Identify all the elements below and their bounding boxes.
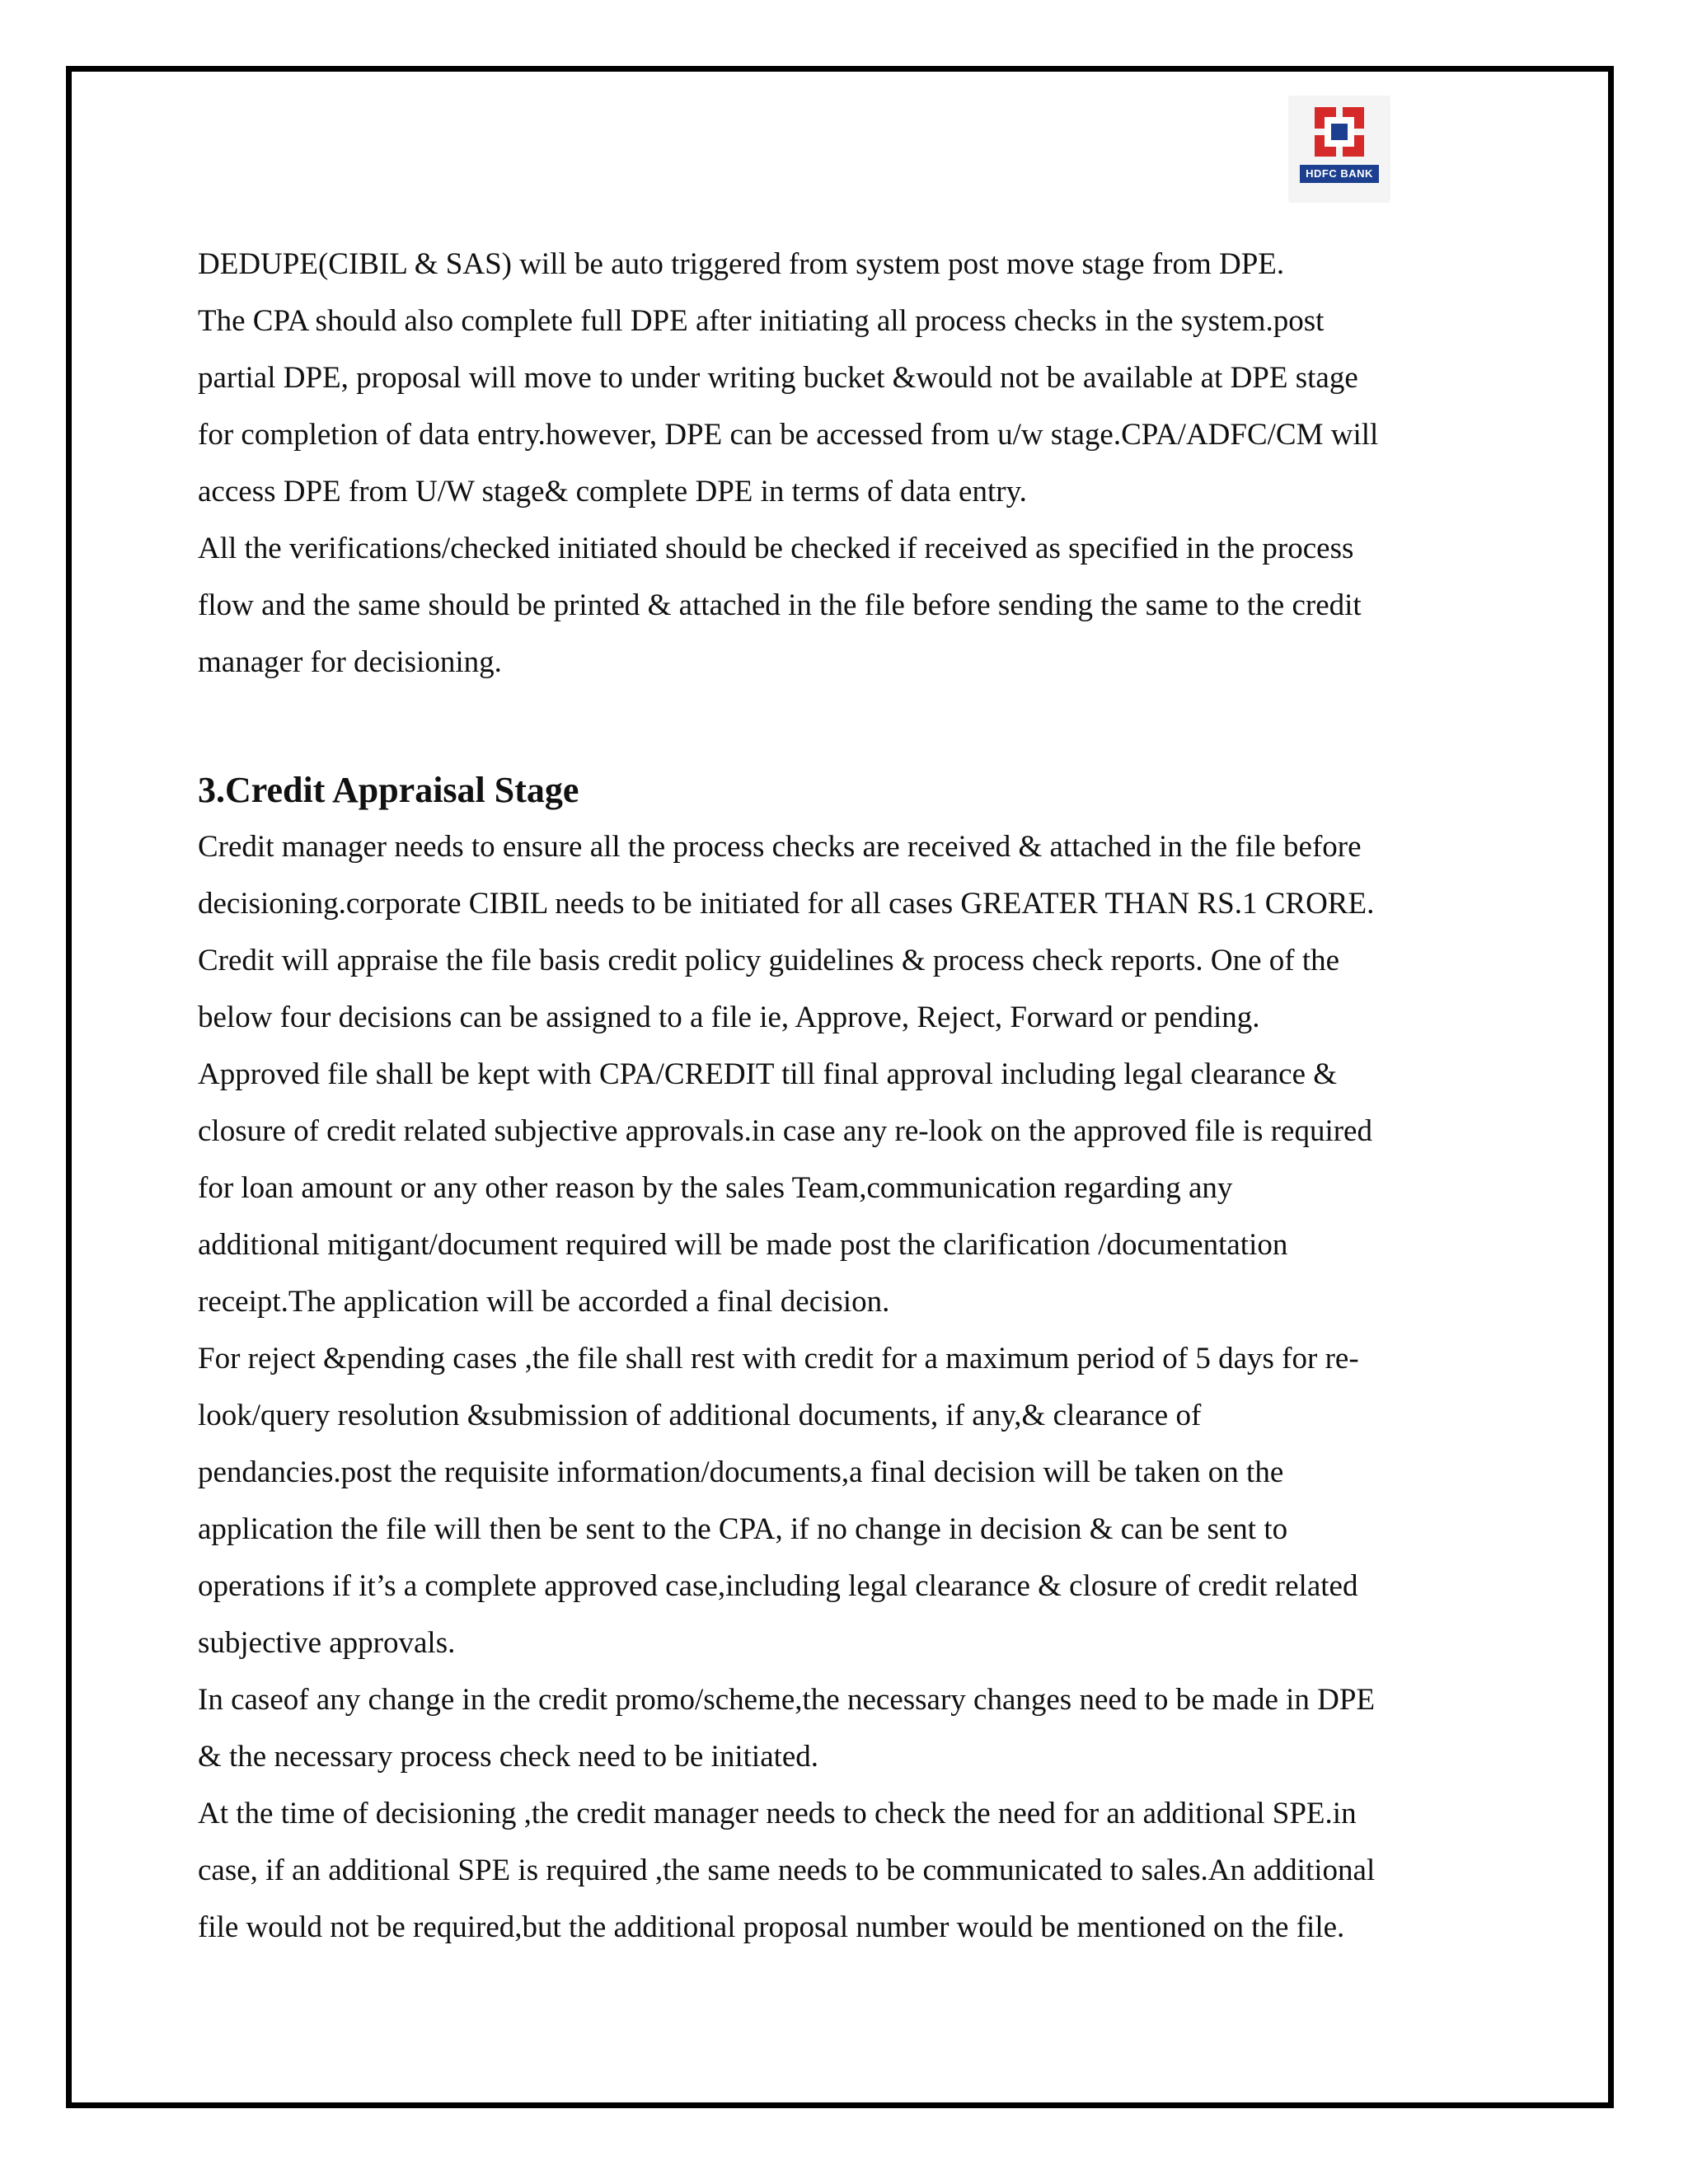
text-line: application the file will then be sent to the CPA, if no change in decision & can be sent to: [198, 1512, 1288, 1546]
text-line: for completion of data entry.however, DPE can be accessed from u/w stage.CPA/ADFC/CM will: [198, 418, 1379, 452]
text-line: The CPA should also complete full DPE after initiating all process checks in the system.post: [198, 304, 1325, 338]
text-line: subjective approvals.: [198, 1626, 456, 1660]
text-line: case, if an additional SPE is required ,the same needs to be communicated to sales.An additional: [198, 1854, 1376, 1887]
text-line: for loan amount or any other reason by the sales Team,communication regarding any: [198, 1171, 1233, 1205]
text-line: For reject &pending cases ,the file shall rest with credit for a maximum period of 5 days for re-: [198, 1342, 1359, 1376]
text-line: At the time of decisioning ,the credit manager needs to check the need for an additional SPE.in: [198, 1797, 1357, 1830]
text-line: pendancies.post the requisite information/documents,a final decision will be taken on the: [198, 1455, 1284, 1489]
section-heading: 3.Credit Appraisal Stage: [198, 770, 579, 810]
text-line: All the verifications/checked initiated should be checked if received as specified in the process: [198, 532, 1354, 565]
text-line: & the necessary process check need to be initiated.: [198, 1740, 819, 1774]
text-line: closure of credit related subjective approvals.in case any re-look on the approved file is required: [198, 1114, 1372, 1148]
hdfc-bank-logo: [1288, 96, 1390, 203]
logo-text: HDFC BANK: [1300, 165, 1379, 183]
paragraph-verifications: [198, 520, 1508, 691]
text-line: Credit manager needs to ensure all the process checks are received & attached in the file before: [198, 830, 1362, 864]
document-body: [198, 236, 1508, 1956]
text-line: flow and the same should be printed & attached in the file before sending the same to the credit: [198, 588, 1362, 622]
text-line: access DPE from U/W stage& complete DPE in terms of data entry.: [198, 475, 1027, 509]
paragraph-credit-manager: [198, 818, 1508, 1330]
text-line: In caseof any change in the credit promo/scheme,the necessary changes need to be made in DPE: [198, 1683, 1376, 1717]
hdfc-logo-mark-icon: [1315, 107, 1364, 157]
paragraph-dedupe: [198, 236, 1508, 293]
paragraph-scheme-change: [198, 1671, 1508, 1785]
text-line: manager for decisioning.: [198, 645, 502, 679]
text-line: DEDUPE(CIBIL & SAS) will be auto triggered from system post move stage from DPE.: [198, 247, 1285, 281]
paragraph-reject-pending: [198, 1330, 1508, 1671]
text-line: partial DPE, proposal will move to under writing bucket &would not be available at DPE stage: [198, 361, 1358, 395]
paragraph-cpa-dpe: [198, 293, 1508, 520]
text-line: receipt.The application will be accorded a final decision.: [198, 1285, 890, 1319]
text-line: below four decisions can be assigned to a file ie, Approve, Reject, Forward or pending.: [198, 1001, 1260, 1034]
paragraph-additional-spe: [198, 1785, 1508, 1956]
text-line: decisioning.corporate CIBIL needs to be initiated for all cases GREATER THAN RS.1 CRORE.: [198, 887, 1375, 921]
text-line: Approved file shall be kept with CPA/CREDIT till final approval including legal clearance &: [198, 1057, 1338, 1091]
text-line: operations if it’s a complete approved case,including legal clearance & closure of credit related: [198, 1569, 1358, 1603]
text-line: look/query resolution &submission of additional documents, if any,& clearance of: [198, 1399, 1202, 1432]
text-line: additional mitigant/document required will be made post the clarification /documentation: [198, 1228, 1288, 1262]
text-line: Credit will appraise the file basis credit policy guidelines & process check reports. One of the: [198, 944, 1340, 977]
text-line: file would not be required,but the additional proposal number would be mentioned on the file.: [198, 1910, 1345, 1944]
